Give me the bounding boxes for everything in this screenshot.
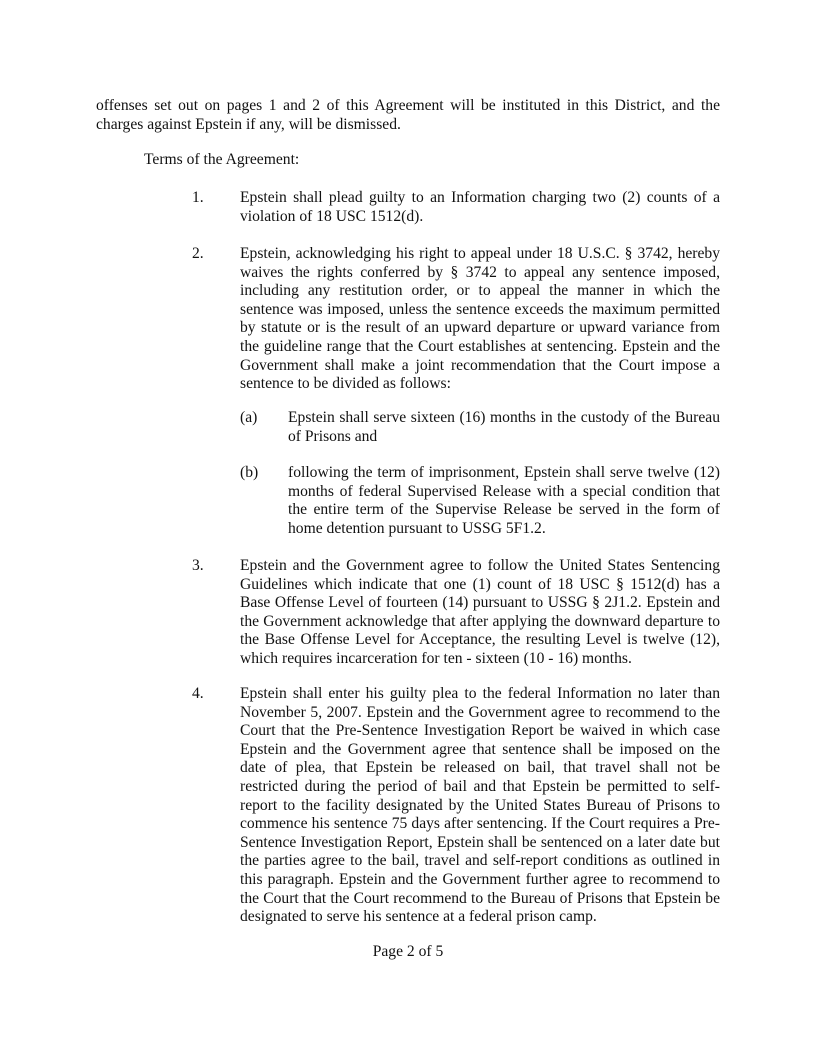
page-footer (0, 943, 816, 962)
sentence-subitem-a (240, 409, 720, 446)
subitem-label: (a) (240, 409, 258, 426)
subitem-label: (b) (240, 464, 259, 481)
term-item-text: Epstein, acknowledging his right to appeal under 18 U.S.C. § 3742, hereby waives the rights conferred by § 3742 to appeal any sentence imposed, including any restitution order, or to appeal the manner in which the sentence was imposed, unless the sentence exceeds the maximum permitted by statute or is the result of an upward departure or upward variance from the guideline range that the Court establishes at sentencing. Epstein and the Government shall make a joint recommendation that the Court impose a sentence to be divided as follows: (240, 245, 720, 393)
term-item-number: 2. (192, 245, 204, 262)
term-item-text: Epstein shall plead guilty to an Information charging two (2) counts of a violation of 18 USC 1512(d). (240, 189, 720, 225)
term-item-number: 1. (192, 189, 204, 206)
term-item-text: Epstein and the Government agree to follow the United States Sentencing Guidelines which indicate that one (1) count of 18 USC § 1512(d) has a Base Offense Level of fourteen (14) pursuant to USSG § 2J1.2. Epstein and the Government acknowledge that after applying the downward departure to the Base Offense Level for Acceptance, the resulting Level is twelve (12), which requires incarceration for ten - sixteen (10 - 16) months. (240, 557, 720, 667)
subitem-text: following the term of imprisonment, Epstein shall serve twelve (12) months of federal Supervised Release with a special condition that the entire term of the Supervise Release be served in the form of home detention pursuant to USSG 5F1.2. (288, 464, 720, 537)
term-item-number: 4. (192, 685, 204, 702)
page-number: Page 2 of 5 (372, 943, 444, 960)
term-item-2 (192, 245, 720, 394)
sentence-subitem-b (240, 464, 720, 538)
term-item-number: 3. (192, 557, 204, 574)
subitem-text: Epstein shall serve sixteen (16) months in the custody of the Bureau of Prisons and (288, 409, 720, 445)
terms-heading: Terms of the Agreement: (144, 151, 300, 168)
term-item-4 (192, 685, 720, 927)
term-item-1 (192, 189, 720, 226)
term-item-3 (192, 557, 720, 669)
intro-paragraph: offenses set out on pages 1 and 2 of this Agreement will be instituted in this District, and the charges against Epstein if any, will be dismissed. (96, 97, 720, 133)
term-item-text: Epstein shall enter his guilty plea to the federal Information no later than November 5, 2007. Epstein and the Government agree to recommend to the Court that the Pre-Sentence Investigation Report be waived in which case Epstein and the Government agree that sentence shall be imposed on the date of plea, that Epstein be released on bail, that travel shall not be restricted during the period of bail and that Epstein be permitted to self-report to the facility designated by the United States Bureau of Prisons to commence his sentence 75 days after sentencing. If the Court requires a Pre-Sentence Investigation Report, Epstein shall be sentenced on a later date but the parties agree to the bail, travel and self-report conditions as outlined in this paragraph. Epstein and the Government further agree to recommend to the Court that the Court recommend to the Bureau of Prisons that Epstein be designated to serve his sentence at a federal prison camp. (240, 685, 720, 926)
